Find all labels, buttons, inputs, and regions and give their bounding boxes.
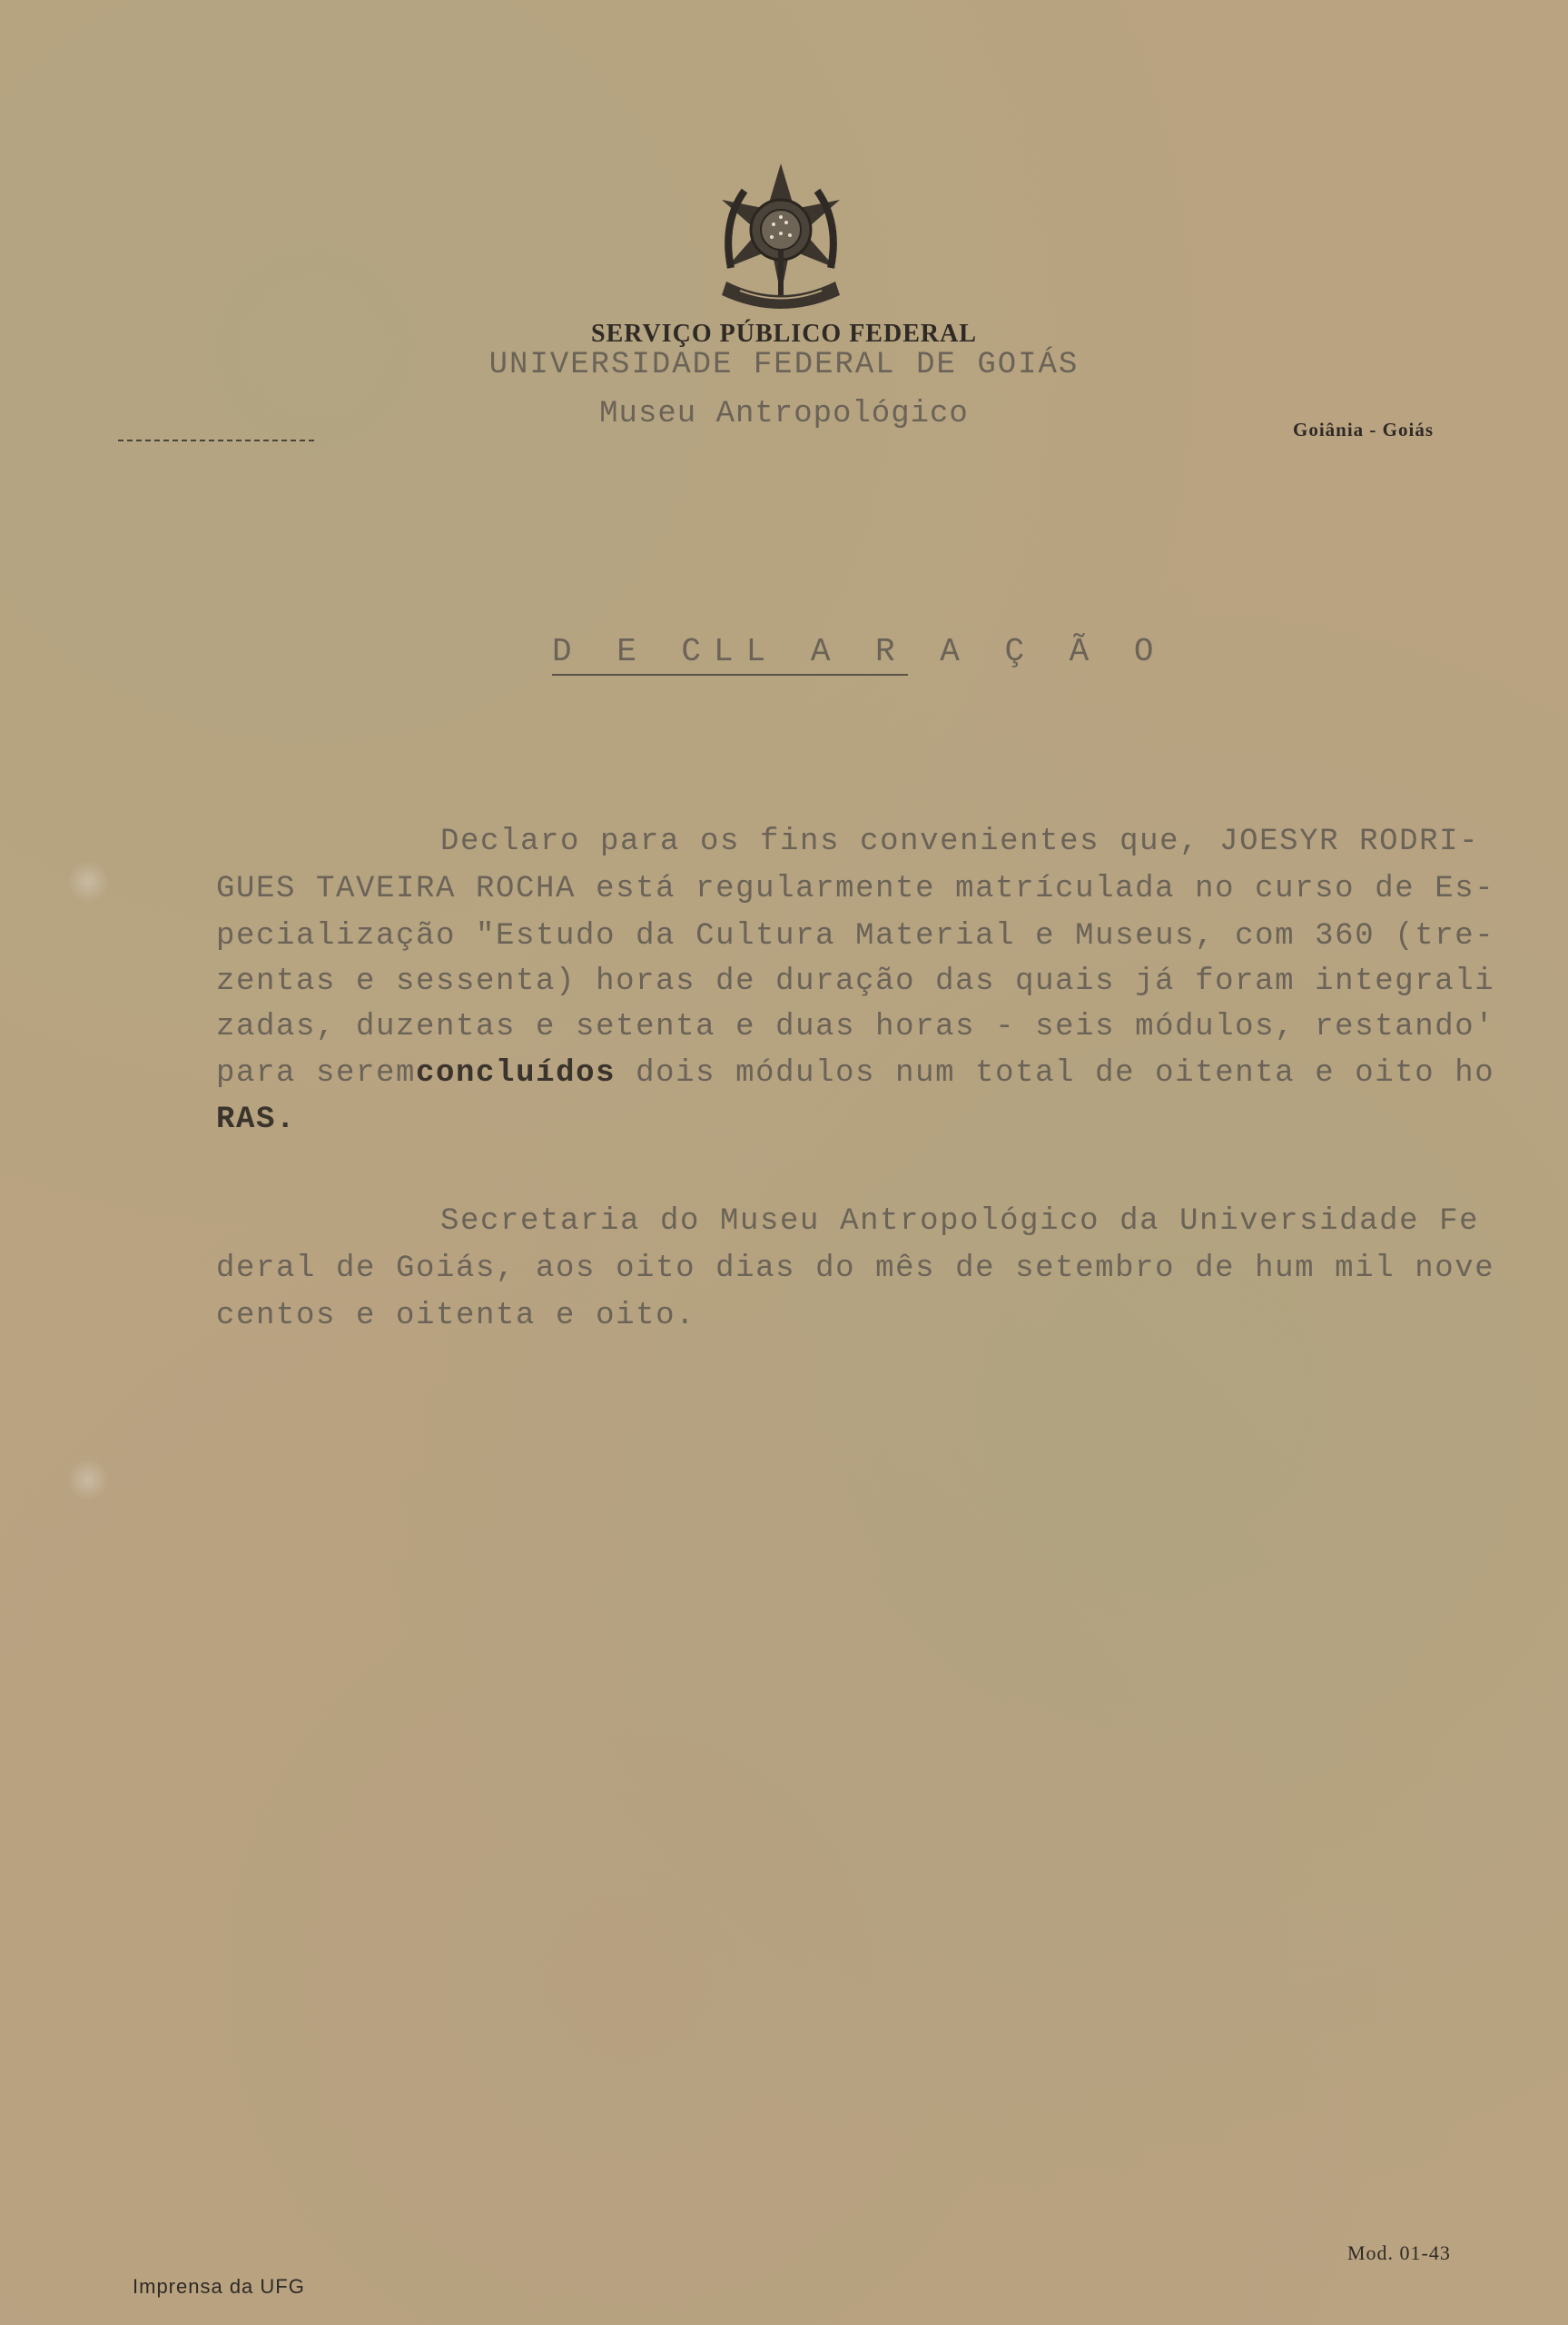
header-museum: Museu Antropológico xyxy=(599,397,969,431)
paragraph1-line: zadas, duzentas e setenta e duas horas - seis módulos, restando' xyxy=(216,1010,1495,1044)
paragraph1-line: zentas e sessenta) horas de duração das quais já foram integrali xyxy=(216,965,1495,999)
header-university: UNIVERSIDADE FEDERAL DE GOIÁS xyxy=(488,348,1080,382)
paragraph2-line: centos e oitenta e oito. xyxy=(216,1299,696,1333)
paragraph2-line: Secretaria do Museu Antropológico da Universidade Fe xyxy=(440,1204,1480,1239)
header-dashed-rule xyxy=(118,440,314,441)
punch-hole-bottom xyxy=(68,1458,108,1501)
header-service: SERVIÇO PÚBLICO FEDERAL xyxy=(591,320,977,348)
paragraph1-line-6-start: para serem xyxy=(216,1056,417,1091)
paragraph1-line-6-end: dois módulos num total de oitenta e oito ho xyxy=(616,1056,1495,1091)
footer-press-name: Imprensa da UFG xyxy=(133,2275,305,2298)
paragraph2-line: deral de Goiás, aos oito dias do mês de setembro de hum mil nove xyxy=(216,1252,1495,1286)
paragraph1-line-7: RAS. xyxy=(216,1103,297,1137)
overstrike-word: concluídos xyxy=(416,1056,616,1091)
brazil-coat-of-arms-icon xyxy=(708,159,853,313)
paragraph1-line: pecialização "Estudo da Cultura Material e Museus, com 360 (tre- xyxy=(216,919,1495,954)
document-title: D E CLL A R A Ç Ã O xyxy=(552,633,908,676)
paragraph1-line-6 xyxy=(216,1056,1494,1091)
header-city: Goiânia - Goiás xyxy=(1293,419,1435,440)
punch-hole-top xyxy=(68,860,108,904)
paragraph1-line: GUES TAVEIRA ROCHA está regularmente matrículada no curso de Es- xyxy=(216,872,1495,906)
footer-model-number: Mod. 01-43 xyxy=(1347,2241,1451,2264)
paragraph1-line: Declaro para os fins convenientes que, JOESYR RODRI- xyxy=(440,825,1480,859)
